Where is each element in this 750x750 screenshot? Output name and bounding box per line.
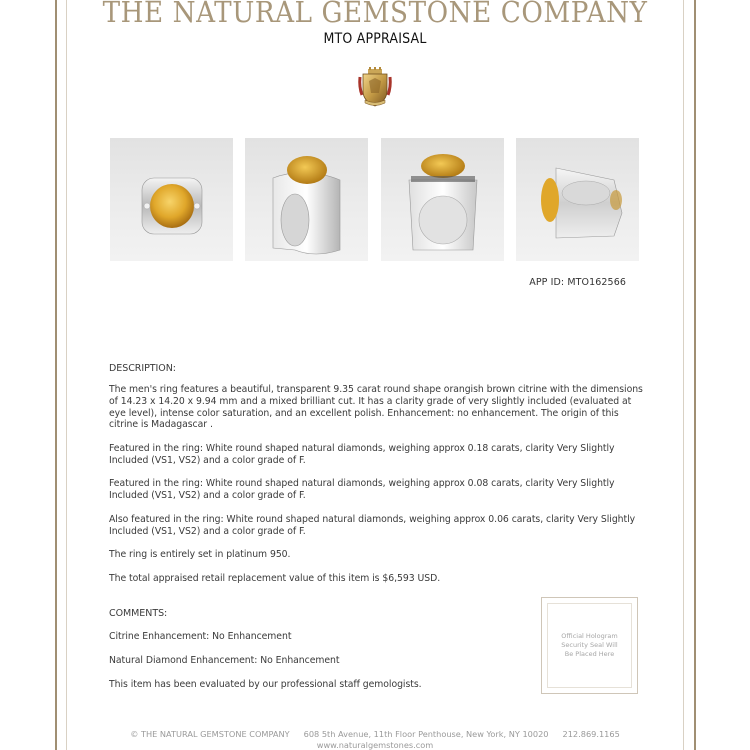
- comment-citrine-enhancement: Citrine Enhancement: No Enhancement: [109, 631, 292, 642]
- description-heading: DESCRIPTION:: [109, 363, 176, 374]
- comment-diamond-enhancement: Natural Diamond Enhancement: No Enhancement: [109, 655, 340, 666]
- page-border-inner-right: [683, 0, 684, 750]
- description-paragraph-metal: The ring is entirely set in platinum 950.: [109, 549, 291, 560]
- footer-address: 608 5th Avenue, 11th Floor Penthouse, New York, NY 10020: [303, 729, 549, 739]
- seal-text-line-3: Be Placed Here: [564, 650, 615, 658]
- company-title: THE NATURAL GEMSTONE COMPANY: [102, 0, 648, 29]
- ring-photo-top: [110, 138, 233, 261]
- appraisal-id: APP ID: MTO162566: [529, 277, 626, 288]
- seal-text-line-1: Official Hologram: [561, 632, 618, 640]
- footer-phone: 212.869.1165: [562, 729, 620, 739]
- footer-website[interactable]: www.naturalgemstones.com: [316, 740, 434, 750]
- ring-photo-side: [516, 138, 639, 261]
- description-paragraph-diamonds-3: Also featured in the ring: White round shaped natural diamonds, weighing approx 0.06 carats, clarity Very Slightly Included (VS1, VS2) and a color grade of F.: [109, 514, 636, 537]
- description-paragraph-diamonds-2: Featured in the ring: White round shaped natural diamonds, weighing approx 0.08 carats, clarity Very Slightly Included (VS1, VS2) and a color grade of F.: [109, 478, 615, 501]
- page-border-outer-right: [694, 0, 696, 750]
- page-border-outer-left: [55, 0, 57, 750]
- document-title: MTO APPRAISAL: [323, 31, 427, 47]
- footer-contact-line: [0, 729, 750, 739]
- hologram-seal-text: [550, 632, 630, 659]
- comment-evaluation: This item has been evaluated by our professional staff gemologists.: [109, 679, 422, 690]
- ring-photo-angled: [245, 138, 368, 261]
- comments-heading: COMMENTS:: [109, 608, 168, 619]
- crest-logo-icon: [357, 67, 393, 109]
- description-paragraph-value: The total appraised retail replacement value of this item is $6,593 USD.: [109, 573, 441, 584]
- description-paragraph-diamonds-1: Featured in the ring: White round shaped natural diamonds, weighing approx 0.18 carats, clarity Very Slightly Included (VS1, VS2) and a color grade of F.: [109, 443, 615, 466]
- page-border-inner-left: [66, 0, 67, 750]
- hologram-seal-inner-frame: [547, 603, 632, 688]
- seal-text-line-2: Security Seal Will: [561, 641, 618, 649]
- ring-photo-front: [381, 138, 504, 261]
- footer-company: © THE NATURAL GEMSTONE COMPANY: [130, 729, 290, 739]
- description-paragraph-main: The men's ring features a beautiful, transparent 9.35 carat round shape orangish brown citrine with the dimensions of 14.23 x 14.20 x 9.94 mm and a mixed brilliant cut. It has a clarity grade of very slightly included (evaluated at eye level), intense color saturation, and an excellent polish. Enhancement: no enhancement. The origin of this citrine is Madagascar .: [109, 384, 643, 431]
- hologram-seal-placeholder: [541, 597, 638, 694]
